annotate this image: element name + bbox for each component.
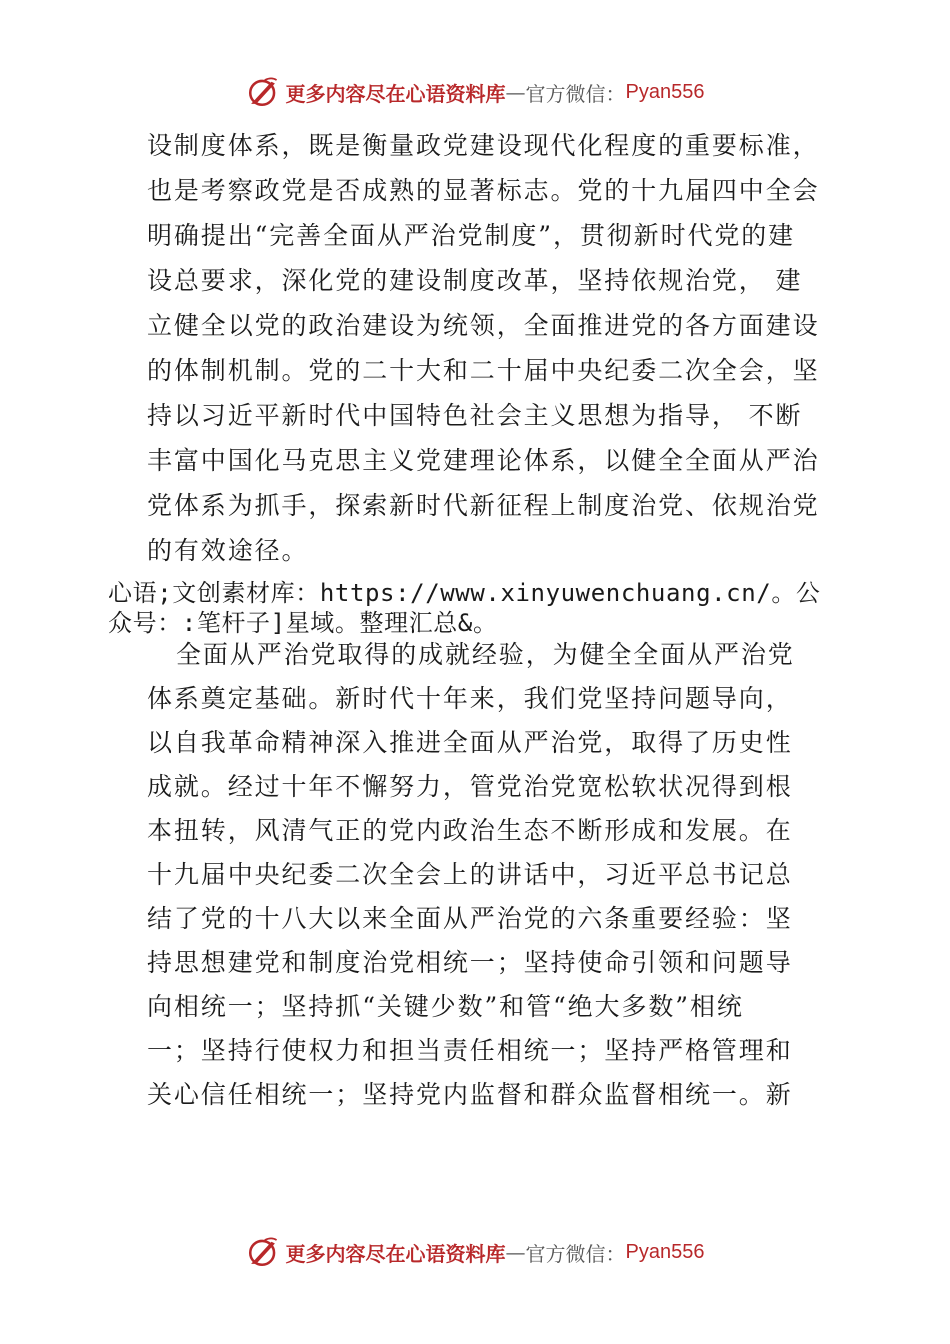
- text-line: 持以习近平新时代中国特色社会主义思想为指导， 不断: [147, 401, 803, 430]
- text-line: 全面从严治党取得的成就经验，为健全全面从严治党: [176, 640, 795, 669]
- banner-dash: —: [505, 1240, 526, 1264]
- text-line: 关心信任相统一；坚持党内监督和群众监督相统一。新: [147, 1080, 793, 1109]
- text-line: 结了党的十八大以来全面从严治党的六条重要经验：坚: [147, 904, 793, 933]
- banner-slogan: 更多内容尽在心语资料库: [285, 1241, 506, 1266]
- text-line: 明确提出“完善全面从严治党制度”，贯彻新时代党的建: [147, 221, 796, 250]
- banner-wechat-label: 官方微信：: [525, 1241, 626, 1266]
- text-line: 一；坚持行使权力和担当责任相统一；坚持严格管理和: [147, 1036, 793, 1065]
- header-banner: [0, 70, 950, 114]
- text-line: 也是考察政党是否成熟的显著标志。党的十九届四中全会: [147, 176, 820, 205]
- note-line: 心语;文创素材库：https://www.xinyuwenchuang.cn/。公: [108, 579, 821, 607]
- text-line: 向相统一；坚持抓“关键少数”和管“绝大多数”相统: [147, 992, 744, 1021]
- footer-banner: [0, 1230, 950, 1274]
- text-line: 的有效途径。: [147, 536, 309, 565]
- text-line: 体系奠定基础。新时代十年来，我们党坚持问题导向，: [147, 684, 793, 713]
- banner-slogan: 更多内容尽在心语资料库: [285, 81, 506, 106]
- pen-circle-logo-icon: [246, 75, 280, 109]
- text-line: 成就。经过十年不懈努力，管党治党宽松软状况得到根: [147, 772, 793, 801]
- banner-wechat-id: Pyan556: [625, 1240, 705, 1263]
- pen-circle-logo-icon: [246, 1235, 280, 1269]
- banner-wechat-label: 官方微信：: [525, 81, 626, 106]
- text-line: 持思想建党和制度治党相统一；坚持使命引领和问题导: [147, 948, 793, 977]
- text-line: 党体系为抓手，探索新时代新征程上制度治党、依规治党: [147, 491, 820, 520]
- banner-dash: —: [505, 80, 526, 104]
- text-line: 的体制机制。党的二十大和二十届中央纪委二次全会，坚: [147, 356, 820, 385]
- text-line: 设总要求，深化党的建设制度改革，坚持依规治党， 建: [147, 266, 803, 295]
- text-line: 丰富中国化马克思主义党建理论体系，以健全全面从严治: [147, 446, 820, 475]
- text-line: 以自我革命精神深入推进全面从严治党，取得了历史性: [147, 728, 793, 757]
- text-line: 本扭转，风清气正的党内政治生态不断形成和发展。在: [147, 816, 793, 845]
- text-line: 设制度体系，既是衡量政党建设现代化程度的重要标准，: [147, 131, 820, 160]
- text-line: 立健全以党的政治建设为统领，全面推进党的各方面建设: [147, 311, 820, 340]
- note-line: 众号：:笔杆子]星域。整理汇总&。: [108, 609, 498, 637]
- text-line: 十九届中央纪委二次全会上的讲话中，习近平总书记总: [147, 860, 793, 889]
- banner-wechat-id: Pyan556: [625, 80, 705, 103]
